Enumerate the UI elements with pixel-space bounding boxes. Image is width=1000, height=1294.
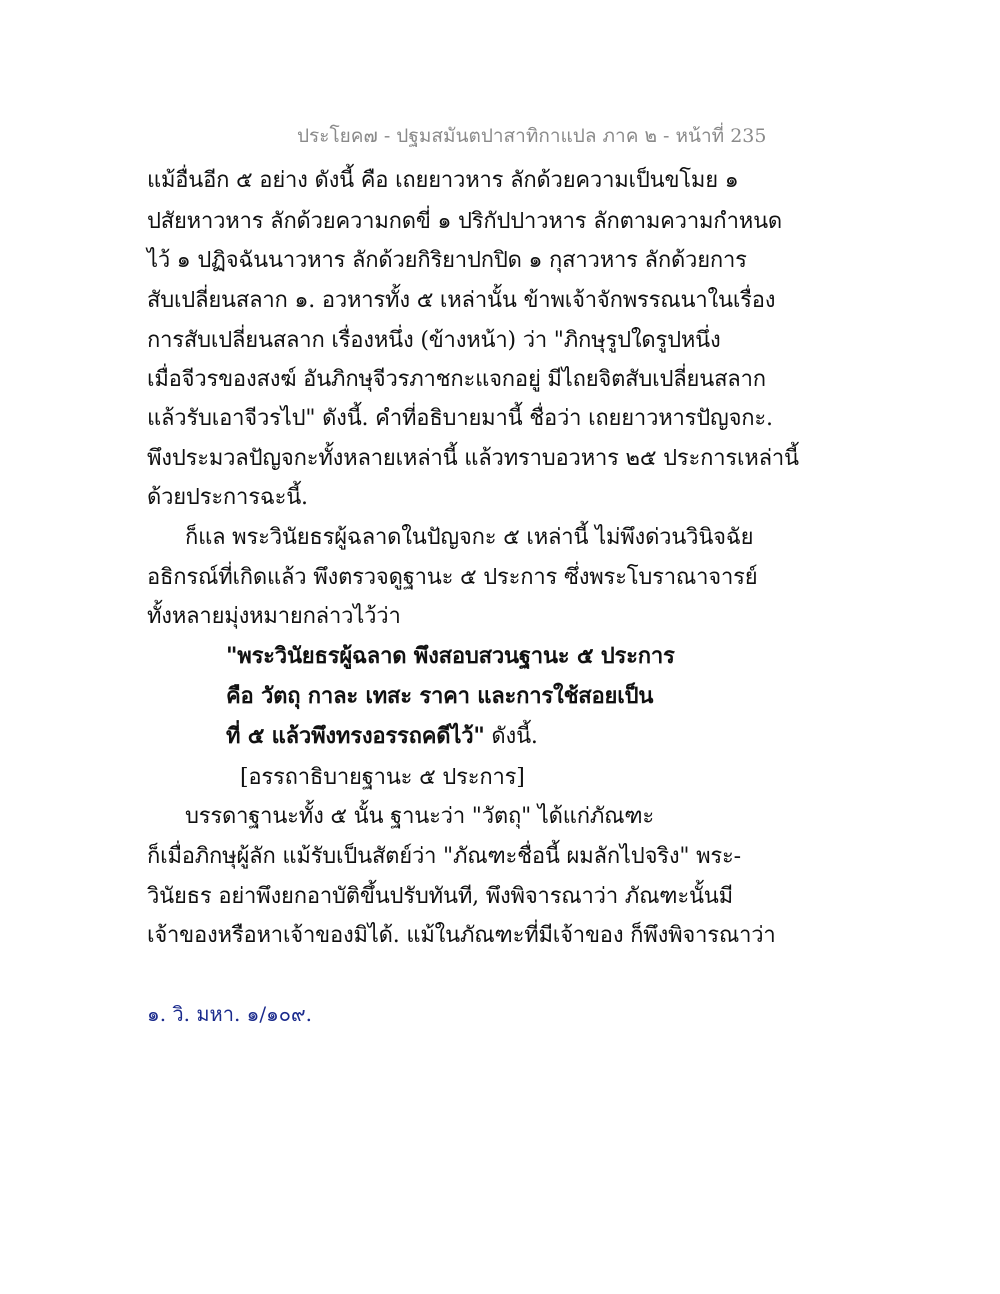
para2-line-3: ทั้งหลายมุ่งหมายกล่าวไว้ว่า: [147, 604, 401, 629]
quote-line-2: คือ วัตถุ กาละ เทสะ ราคา และการใช้สอยเป็น: [226, 683, 654, 709]
body-line-4: สับเปลี่ยนสลาก ๑. อวหารทั้ง ๕ เหล่านั้น ข้าพเจ้าจักพรรณนาในเรื่อง: [147, 288, 776, 313]
para3-line-4: เจ้าของหรือหาเจ้าของมิได้. แม้ในภัณฑะที่มีเจ้าของ ก็พึงพิจารณาว่า: [147, 923, 776, 948]
body-line-1: แม้อื่นอีก ๕ อย่าง ดังนี้ คือ เถยยาวหาร ลักด้วยความเป็นขโมย ๑: [147, 168, 739, 193]
quote-line-1: "พระวินัยธรผู้ฉลาด พึงสอบสวนฐานะ ๕ ประการ: [226, 643, 675, 669]
quote-line-3: [226, 718, 538, 753]
quote-tail: ดังนี้.: [484, 724, 538, 749]
page-header: ประโยค๗ - ปฐมสมันตปาสาทิกาแปล ภาค ๒ - หน้าที่ 235: [297, 125, 767, 147]
quote-line-3-text: ที่ ๕ แล้วพึงทรงอรรถคดีไว้": [226, 723, 485, 749]
para3-line-2: ก็เมื่อภิกษุผู้ลัก แม้รับเป็นสัตย์ว่า "ภัณฑะชื่อนี้ ผมลักไปจริง" พระ-: [147, 844, 741, 869]
body-line-9: ด้วยประการฉะนี้.: [147, 485, 308, 510]
footnote: ๑. วิ. มหา. ๑/๑๐๙.: [147, 1002, 313, 1026]
body-line-7: แล้วรับเอาจีวรไป" ดังนี้. คำที่อธิบายมานี้ ชื่อว่า เถยยาวหารปัญจกะ.: [147, 406, 773, 431]
para3-line-1: บรรดาฐานะทั้ง ๕ นั้น ฐานะว่า "วัตถุ" ได้แก่ภัณฑะ: [185, 804, 655, 829]
body-line-2: ปสัยหาวหาร ลักด้วยความกดขี่ ๑ ปริกัปปาวหาร ลักตามความกำหนด: [147, 209, 782, 234]
para2-line-2: อธิกรณ์ที่เกิดแล้ว พึงตรวจดูฐานะ ๕ ประการ ซึ่งพระโบราณาจารย์: [147, 565, 758, 590]
para2-line-1: ก็แล พระวินัยธรผู้ฉลาดในปัญจกะ ๕ เหล่านี้ ไม่พึงด่วนวินิจฉัย: [185, 525, 754, 550]
body-line-6: เมื่อจีวรของสงฆ์ อันภิกษุจีวรภาชกะแจกอยู่ มีไถยจิตสับเปลี่ยนสลาก: [147, 367, 766, 392]
body-line-8: พึงประมวลปัญจกะทั้งหลายเหล่านี้ แล้วทราบอวหาร ๒๕ ประการเหล่านี้: [147, 446, 799, 471]
para3-line-3: วินัยธร อย่าพึงยกอาบัติขึ้นปรับทันที, พึงพิจารณาว่า ภัณฑะนั้นมี: [147, 884, 733, 909]
section-subheading: [อรรถาธิบายฐานะ ๕ ประการ]: [240, 765, 525, 790]
body-line-3: ไว้ ๑ ปฏิจฉันนาวหาร ลักด้วยกิริยาปกปิด ๑ กุสาวหาร ลักด้วยการ: [147, 248, 747, 273]
body-line-5: การสับเปลี่ยนสลาก เรื่องหนึ่ง (ข้างหน้า) ว่า "ภิกษุรูปใดรูปหนึ่ง: [147, 328, 721, 353]
